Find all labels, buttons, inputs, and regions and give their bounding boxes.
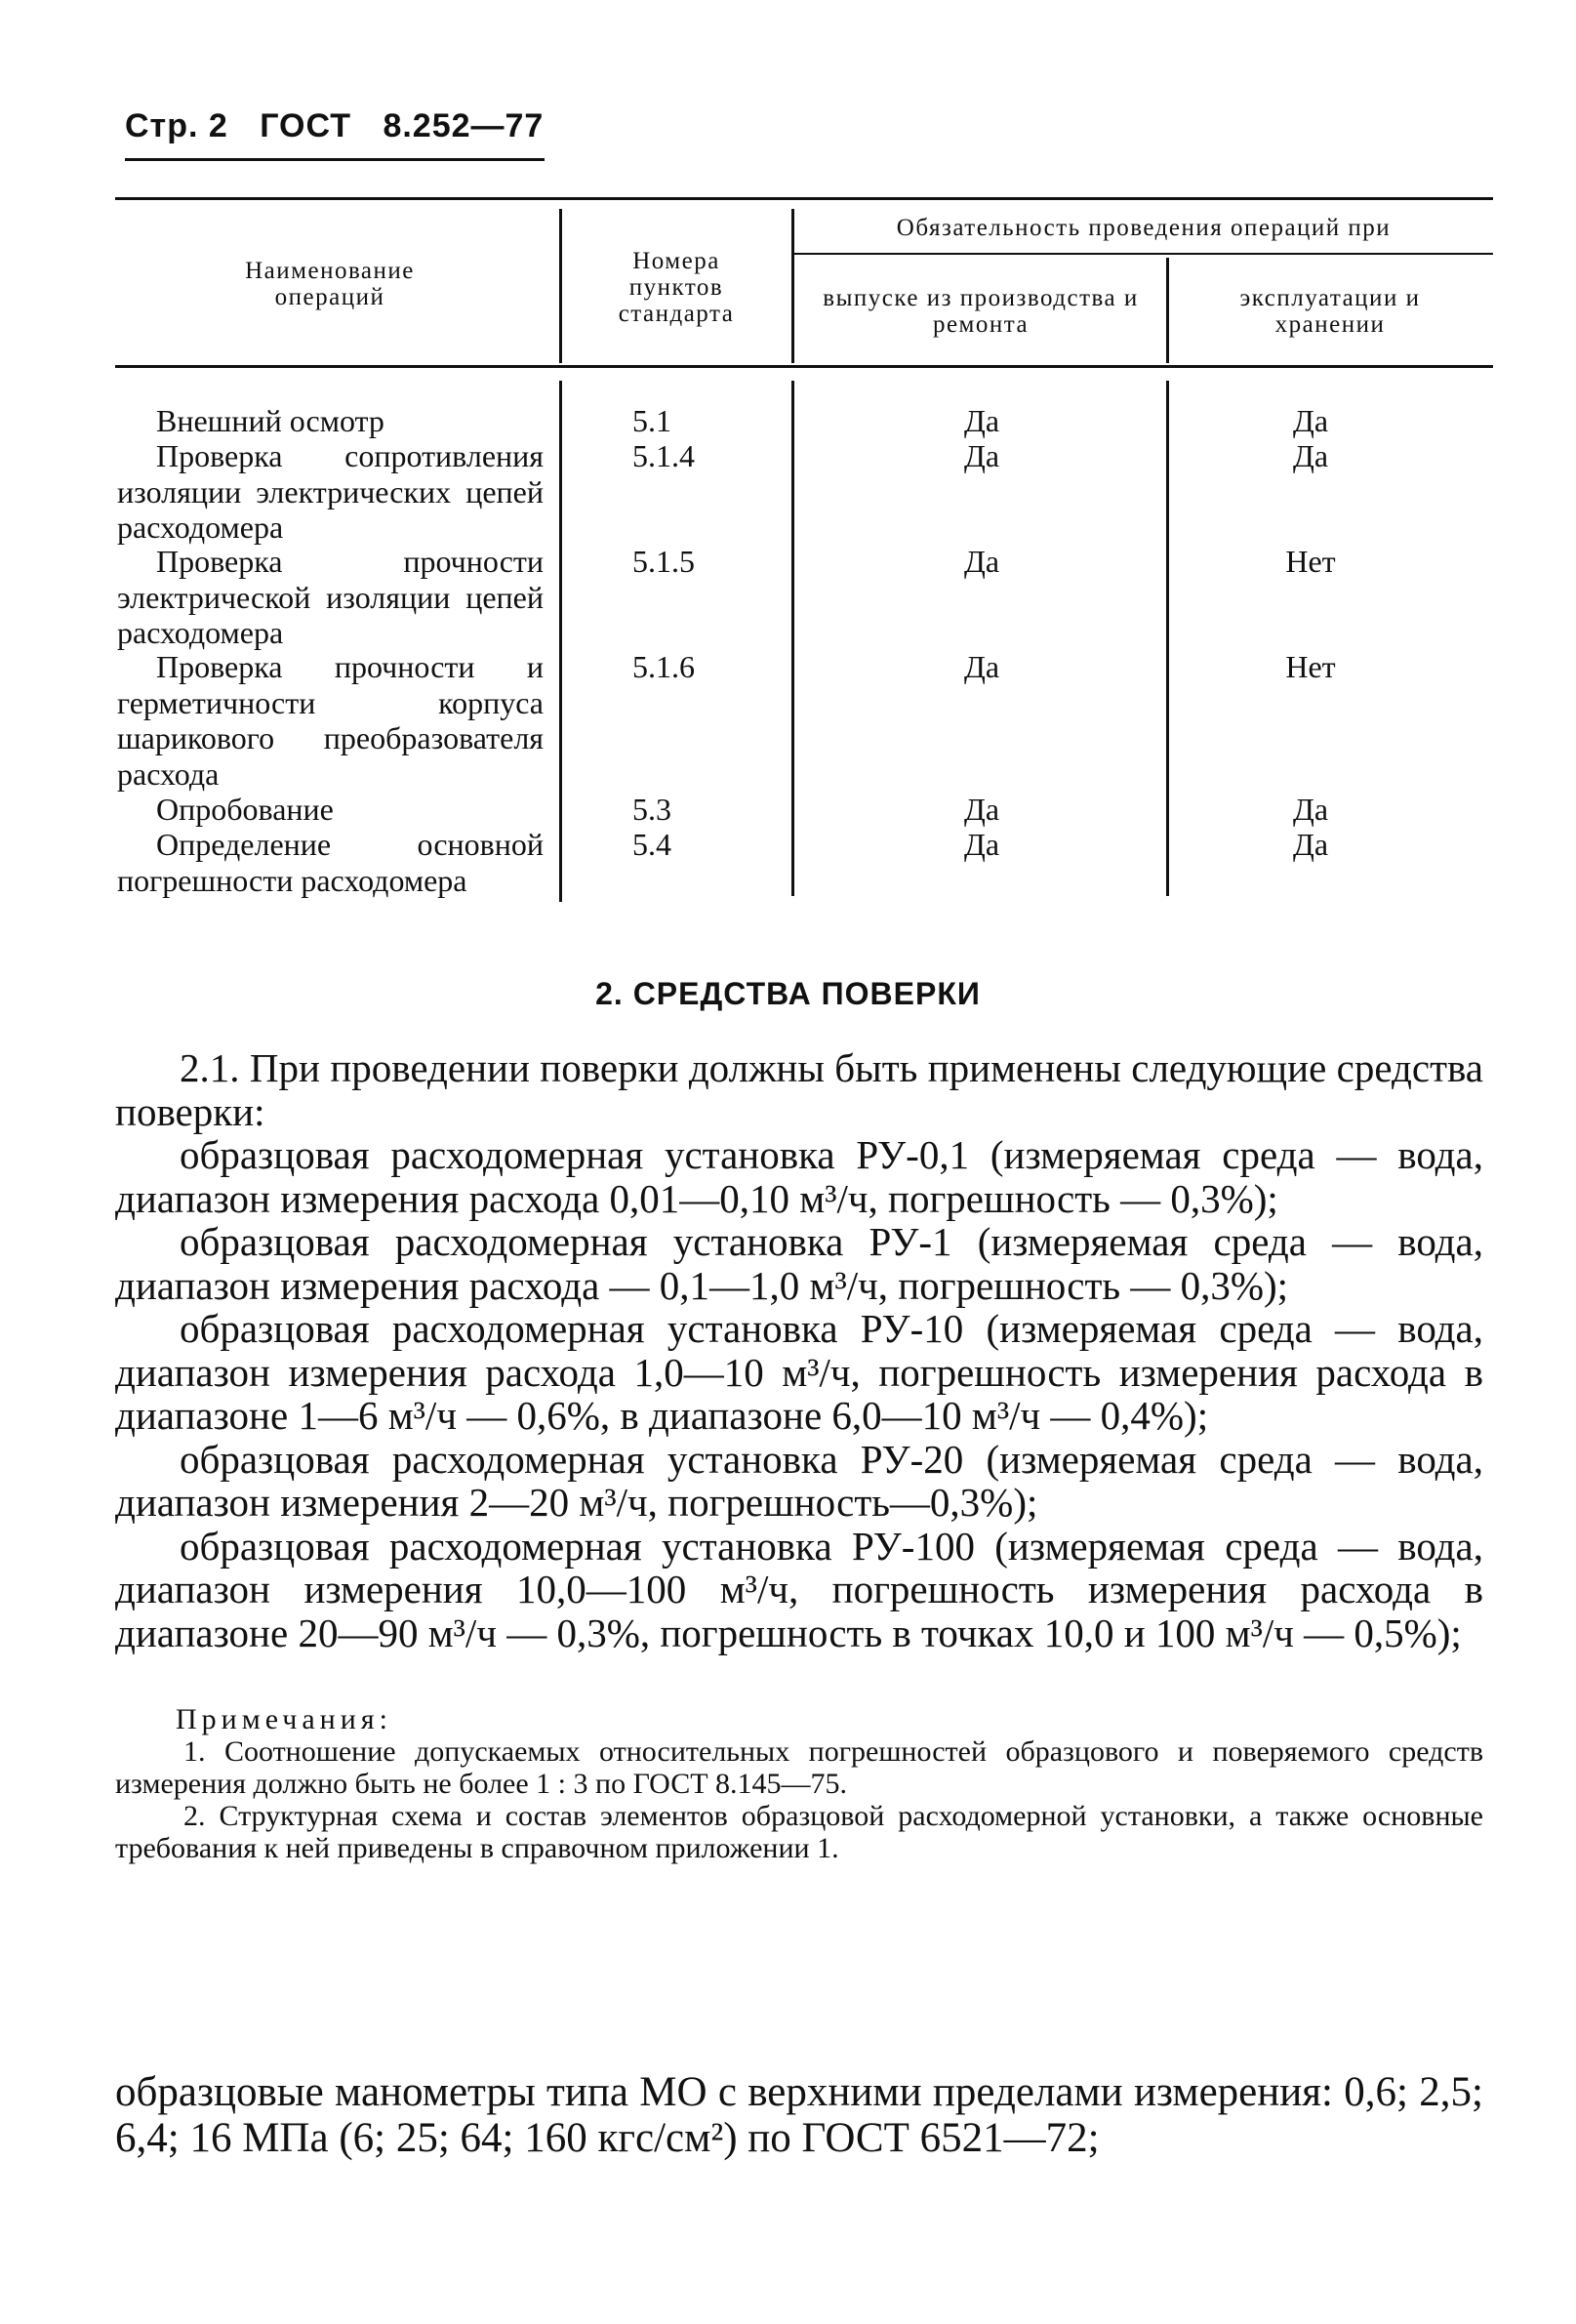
group-header-rule (794, 253, 1493, 255)
table-row-5-release: Да (963, 792, 1000, 827)
table-row-6-release: Да (963, 827, 1000, 862)
header-release: выпуске из производства и ремонта (823, 285, 1139, 338)
paragraph: образцовая расходомерная установка РУ-0,1 (измеряемая среда — вода, диапазон измерения расхода 0,01—0,10 м³/ч, погрешность — 0,3%); (115, 1132, 1483, 1221)
page-header (125, 107, 565, 145)
table-row-5-clause: 5.3 (632, 792, 671, 827)
table-row-2-operation: Да (1292, 438, 1329, 473)
header-group: Обязательность проведения операций при (896, 215, 1392, 241)
table-row-4-name: Проверка прочности и герметичности корпуса шарикового преобразователя расхода (117, 649, 544, 792)
table-row-2-release: Да (963, 438, 1000, 473)
paragraph: образцовая расходомерная установка РУ-10 (измеряемая среда — вода, диапазон измерения расхода 1,0—10 м³/ч, погрешность измерения расхода в диапазоне 1—6 м³/ч — 0,6%, в диапазоне 6,0—10 м³/ч — 0,4%); (115, 1306, 1483, 1438)
table-row-1-release: Да (963, 403, 1000, 438)
section-title: 2. СРЕДСТВА ПОВЕРКИ (595, 976, 981, 1011)
table-row-1-operation: Да (1292, 403, 1329, 438)
table-row-5-name: Опробование (156, 792, 334, 827)
column-divider-3 (1166, 258, 1169, 363)
paragraph: образцовая расходомерная установка РУ-1 (измеряемая среда — вода, диапазон измерения расхода — 0,1—1,0 м³/ч, погрешность — 0,3%); (115, 1219, 1483, 1308)
column-divider-1 (559, 209, 562, 363)
table-row-2-name: Проверка сопротивления изоляции электрических цепей расходомера (117, 438, 544, 545)
header-operation: Наименование операций (245, 258, 415, 310)
table-row-3-operation: Нет (1285, 544, 1336, 579)
table-row-1-name: Внешний осмотр (156, 403, 384, 438)
standard-label: ГОСТ (260, 107, 351, 144)
column-divider-2-body (791, 381, 794, 896)
body-text (115, 1046, 1483, 1654)
paragraph: образцовая расходомерная установка РУ-20 (измеряемая среда — вода, диапазон измерения 2—20 м³/ч, погрешность—0,3%); (115, 1436, 1483, 1525)
table-row-2-clause: 5.1.4 (632, 438, 695, 473)
header-bottom-rule (115, 365, 1493, 368)
page-number: Стр. 2 (125, 107, 228, 144)
table-top-rule (115, 197, 1493, 200)
table-row-5-operation: Да (1292, 792, 1329, 827)
paragraph: образцовые манометры типа МО с верхними пределами измерения: 0,6; 2,5; 6,4; 16 МПа (6; 25; 64; 160 кгс/см²) по ГОСТ 6521—72; (115, 2069, 1483, 2161)
table-row-3-name: Проверка прочности электрической изоляции цепей расходомера (117, 544, 544, 650)
operations-table (115, 197, 1493, 902)
notes (115, 1703, 1483, 1864)
header-rule (125, 158, 545, 161)
table-row-3-release: Да (963, 544, 1000, 579)
notes-title: Примечания: (176, 1703, 392, 1735)
closing-paragraph (115, 2069, 1483, 2161)
table-row-4-release: Да (963, 649, 1000, 684)
header-operation-storage: эксплуатации и хранении (1239, 285, 1421, 338)
paragraph: 2.1. При проведении поверки должны быть применены следующие средства поверки: (115, 1045, 1483, 1134)
header-clause: Номера пунктов стандарта (618, 248, 735, 327)
note-item: 1. Соотношение допускаемых относительных погрешностей образцового и поверяемого средств измерения должно быть не более 1 : 3 по ГОСТ 8.145—75. (115, 1735, 1483, 1800)
standard-number: 8.252—77 (383, 107, 545, 144)
table-row-6-clause: 5.4 (632, 827, 671, 862)
table-row-6-operation: Да (1292, 827, 1329, 862)
table-row-6-name: Определение основной погрешности расходомера (117, 827, 544, 898)
table-row-4-clause: 5.1.6 (632, 649, 695, 684)
column-divider-3-body (1166, 381, 1169, 896)
column-divider-1-body (559, 381, 562, 902)
table-row-3-clause: 5.1.5 (632, 544, 695, 579)
table-row-4-operation: Нет (1285, 649, 1336, 684)
table-row-1-clause: 5.1 (632, 403, 671, 438)
note-item: 2. Структурная схема и состав элементов образцовой расходомерной установки, а также основные требования к ней приведены в справочном приложении 1. (115, 1800, 1483, 1864)
paragraph: образцовая расходомерная установка РУ-100 (измеряемая среда — вода, диапазон измерения 10,0—100 м³/ч, погрешность измерения расхода в диапазоне 20—90 м³/ч — 0,3%, погрешность в точках 10,0 и 100 м³/ч — 0,5%); (115, 1523, 1483, 1655)
